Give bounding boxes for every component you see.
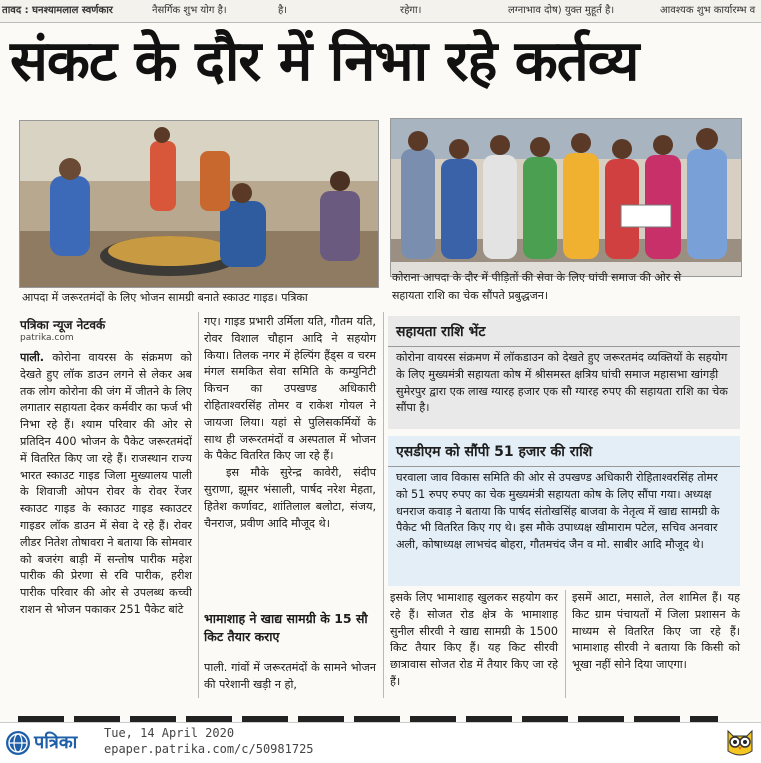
column-divider [383,312,384,698]
column-2 [204,314,376,532]
box-sahayata [388,316,740,429]
column-2-text-3: पाली. गांवों में जरूरतमंदों के सामने भोजन की परेशानी खड़ी न हो, [204,661,376,691]
globe-icon [6,731,30,755]
box-sdm-title: एसडीएम को सौंपी 51 हजार की राशि [396,444,593,460]
photo-cheque-handover [390,118,742,277]
brand-logo: पत्रिका [34,732,78,753]
byline-block [20,316,195,343]
top-strip-text: नैसर्गिक शुभ योग है। [152,5,227,16]
dateline: पाली. [20,351,44,364]
owl-icon [724,725,756,759]
top-strip-text: तावद : घनश्यामलाल स्वर्णकार [2,5,113,16]
footer-date: Tue, 14 April 2020 [104,726,235,740]
photo-left-caption: आपदा में जरूरतमंदों के लिए भोजन सामग्री बनाते स्काउट गाइड। पत्रिका [22,291,308,304]
photo-right-caption-2: सहायता राशि का चेक सौंपते प्रबुद्धजन। [392,289,549,302]
byline: पत्रिका न्यूज नेटवर्क [20,318,106,332]
top-strip-text: रहेगा। [400,5,422,16]
box-sdm [388,436,740,586]
top-strip [0,0,761,23]
column-1-text: कोरोना वायरस के संक्रमण को देखते हुए लॉक डाउन लगने से लेकर अब तक लोग कोरोना की जंग में जीतने के लिए लगातार सहायता देकर कर्मवीर का फर्ज भी निभा रहे हैं। श्याम परिवार की ओर से प्रतिदिन 400 भोजन के पैकेट जरूरतमंदों में वितरित किए जा रहे हैं। राजस्थान राज्य भारत स्काउट गाइड जिला मुख्यालय पाली के शिवाजी ओपन रोवर के रोवर रेंजर स्काउट गाइड के स्काउट गाइड स्काउटर गाइडर लॉक डाउन में सेवा दे रहे हैं। रोवर लीडर नितेश तोषावरा ने बताया कि सोमवार को बजरंग बाड़ी में सन्तोष पारीक महेश पारीक की प्रेरणा से रवि पारीक, हरीश पारीक परिवार की ओर से उपलब्ध कच्ची राशन से भोजन पकाकर 251 पैकेट बांटे [20,351,192,616]
column-4: इसमें आटा, मसाले, तेल शामिल हैं। यह किट ग्राम पंचायतों में जिला प्रशासन के माध्यम से वितरित किए जा रहे हैं। भामाशाह सीरवी ने बताया कि किसी को भूखा नहीं सोने दिया जाएगा। [572,591,740,672]
column-3: इसके लिए भामाशाह खुलकर सहयोग कर रहे हैं। सोजत रोड क्षेत्र के भामाशाह सुनील सीरवी ने खाद्य सामग्री के 1500 किट तैयार किए हैं। यह किट सीरवी छात्रावास सोजत रोड में तैयार किए जा रहे हैं। [390,591,558,688]
column-2-text-1: गए। गाइड प्रभारी उर्मिला यति, गौतम यति, रोवर विशाल चौहान आदि ने सहयोग किया। तिलक नगर में हेल्पिंग हैंड्स व चरम मंगल समकित सेवा समिति के कम्युनिटी किचन का उपखण्ड अधिकारी रोहिताश्वरसिंह तोमर व राकेश गोयल ने जायजा लिया। यहां से पुलिसकर्मियों के साथ ही जरूरतमंदों व अस्पताल में भोजन के पैकेट वितरित किए जा रहे हैं। [204,315,376,463]
footer-url[interactable]: epaper.patrika.com/c/50981725 [104,742,314,756]
box-sahayata-title: सहायता राशि भेंट [396,324,486,340]
column-divider [565,590,566,698]
top-strip-text: है। [278,5,288,16]
top-strip-text: आवश्यक शुभ कार्यारम्भ व [660,5,756,16]
column-2-text-2: इस मौके सुरेन्द्र कावेरी, संदीप सुराणा, झूमर भंसाली, पार्षद नरेश मेहता, हितेश कर्णावट, शांतिलाल बलोटा, संजय, चैनराज, प्रवीण आदि मौजूद थे। [204,466,376,530]
next-headline-fragment [18,704,718,722]
column-divider [198,312,199,698]
column-1 [20,350,192,698]
box-sdm-text: घरवाला जाव विकास समिति की ओर से उपखण्ड अधिकारी रोहिताश्वरसिंह तोमर को 51 रुपए रुपए का चेक मुख्यमंत्री सहायता कोष के लिए सौंपा गया। अध्यक्ष धनराज कवाड़ ने बताया कि पार्षद संतोखसिंह बाजवा के नेतृत्व में खाद्य सामग्री के पैकेट भी वितरित किए गए थे। इस मौके उपाध्यक्ष खीमाराम पटेल, सचिव अनवार अली, कोषाध्यक्ष लाभचंद बोहरा, गौतमचंद जैन व मो. साबीर आदि मौजूद थे। [396,471,720,552]
photo-scout-cooking [19,120,379,288]
photo-right-caption-1: कोराना आपदा के दौर में पीड़ितों की सेवा के लिए घांची समाज की ओर से [392,271,682,284]
byline-site: patrika.com [20,333,74,343]
box-sahayata-text: कोरोना वायरस संक्रमण में लॉकडाउन को देखते हुए जरूरतमंद व्यक्तियों के सहयोग के लिए मुख्यमंत्री सहायता कोष में श्रीसमस्त क्षत्रिय घांची समाज महासभा खांगड़ी सुमेरपुर द्वारा एक लाख ग्यारह हजार एक सौ ग्यारह रुपए की सहायता राशि का चेक सौंपा है। [396,351,728,415]
headline: संकट के दौर में निभा रहे कर्तव्य [10,29,639,94]
footer [0,722,761,763]
top-strip-text: लग्नाभाव दोष) युक्त मुहूर्त है। [508,5,615,16]
subhead-bhamashah: भामाशाह ने खाद्य सामग्री के 15 सौ किट तैयार कराए [204,611,368,644]
